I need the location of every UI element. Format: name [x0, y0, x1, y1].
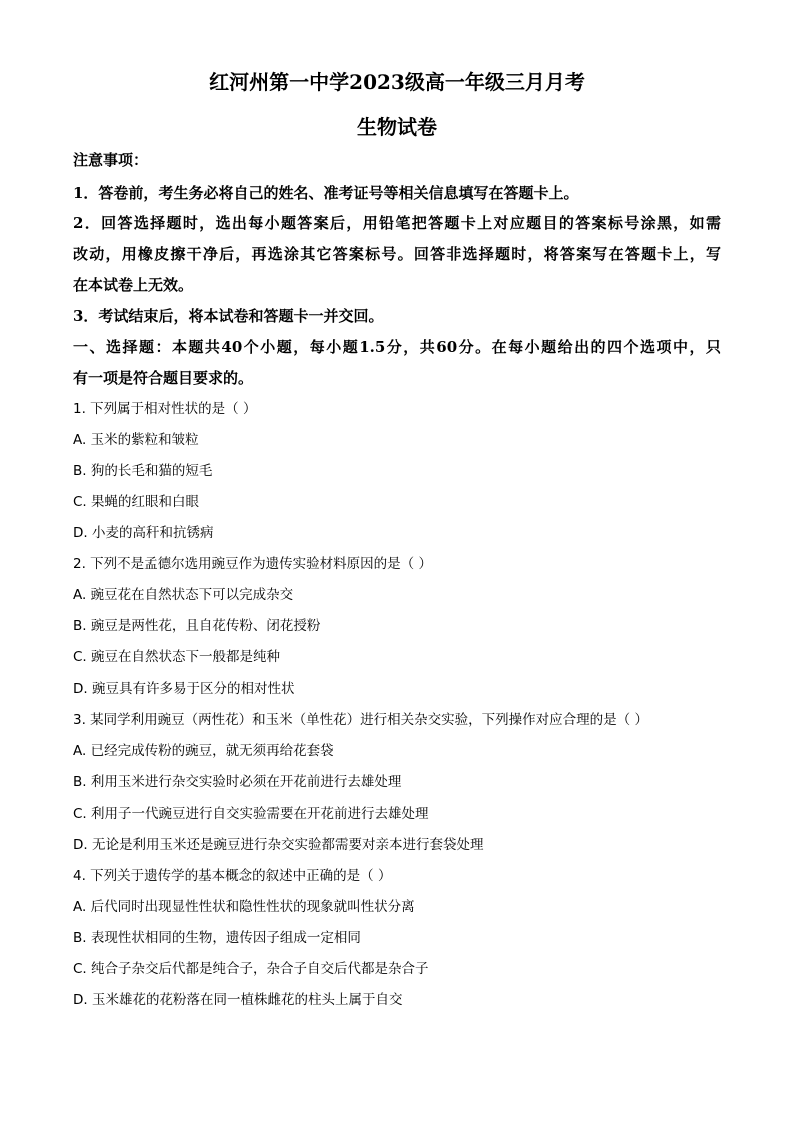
question-1-option-c: C. 果蝇的红眼和白眼: [73, 494, 200, 510]
question-3-option-b: B. 利用玉米进行杂交实验时必须在开花前进行去雄处理: [73, 774, 402, 790]
question-3-option-d: D. 无论是利用玉米还是豌豆进行杂交实验都需要对亲本进行套袋处理: [73, 837, 484, 853]
question-3-option-a: A. 已经完成传粉的豌豆，就无须再给花套袋: [73, 743, 334, 759]
question-4-option-a: A. 后代同时出现显性性状和隐性性状的现象就叫性状分离: [73, 899, 415, 915]
question-3-option-c: C. 利用子一代豌豆进行自交实验需要在开花前进行去雄处理: [73, 806, 429, 822]
section-heading-line-1: 一、选择题：本题共40个小题，每小题1.5分，共60分。在每小题给出的四个选项中，只: [73, 338, 721, 356]
exam-subject: 生物试卷: [357, 115, 437, 139]
notes-item-3: 3．考试结束后，将本试卷和答题卡一并交回。: [73, 307, 384, 325]
exam-title: 红河州第一中学2023级高一年级三月月考: [209, 70, 585, 94]
notes-heading: 注意事项：: [73, 151, 149, 169]
section-heading-line-2: 有一项是符合题目要求的。: [73, 369, 254, 387]
question-2-option-a: A. 豌豆花在自然状态下可以完成杂交: [73, 587, 294, 603]
notes-item-2-line-3: 在本试卷上无效。: [73, 276, 194, 294]
question-4-option-d: D. 玉米雄花的花粉落在同一植株雌花的柱头上属于自交: [73, 992, 403, 1008]
question-1-option-b: B. 狗的长毛和猫的短毛: [73, 463, 213, 479]
question-3-stem: 3. 某同学利用豌豆（两性花）和玉米（单性花）进行相关杂交实验，下列操作对应合理的是（ ）: [73, 712, 648, 728]
question-4-option-c: C. 纯合子杂交后代都是纯合子，杂合子自交后代都是杂合子: [73, 961, 429, 977]
question-1-option-a: A. 玉米的紫粒和皱粒: [73, 432, 199, 448]
question-4-stem: 4. 下列关于遗传学的基本概念的叙述中正确的是（ ）: [73, 868, 392, 884]
question-2-option-d: D. 豌豆具有许多易于区分的相对性状: [73, 681, 295, 697]
notes-item-1: 1．答卷前，考生务必将自己的姓名、准考证号等相关信息填写在答题卡上。: [73, 184, 579, 202]
notes-item-2-line-2: 改动，用橡皮擦干净后，再选涂其它答案标号。回答非选择题时，将答案写在答题卡上，写: [73, 245, 721, 263]
question-4-option-b: B. 表现性状相同的生物，遗传因子组成一定相同: [73, 930, 361, 946]
question-2-option-b: B. 豌豆是两性花，且自花传粉、闭花授粉: [73, 618, 321, 634]
question-1-option-d: D. 小麦的高秆和抗锈病: [73, 525, 214, 541]
question-1-stem: 1. 下列属于相对性状的是（ ）: [73, 401, 257, 417]
question-2-stem: 2. 下列不是孟德尔选用豌豆作为遗传实验材料原因的是（ ）: [73, 556, 432, 572]
notes-item-2-line-1: 2．回答选择题时，选出每小题答案后，用铅笔把答题卡上对应题目的答案标号涂黑，如需: [73, 214, 721, 232]
question-2-option-c: C. 豌豆在自然状态下一般都是纯种: [73, 649, 281, 665]
